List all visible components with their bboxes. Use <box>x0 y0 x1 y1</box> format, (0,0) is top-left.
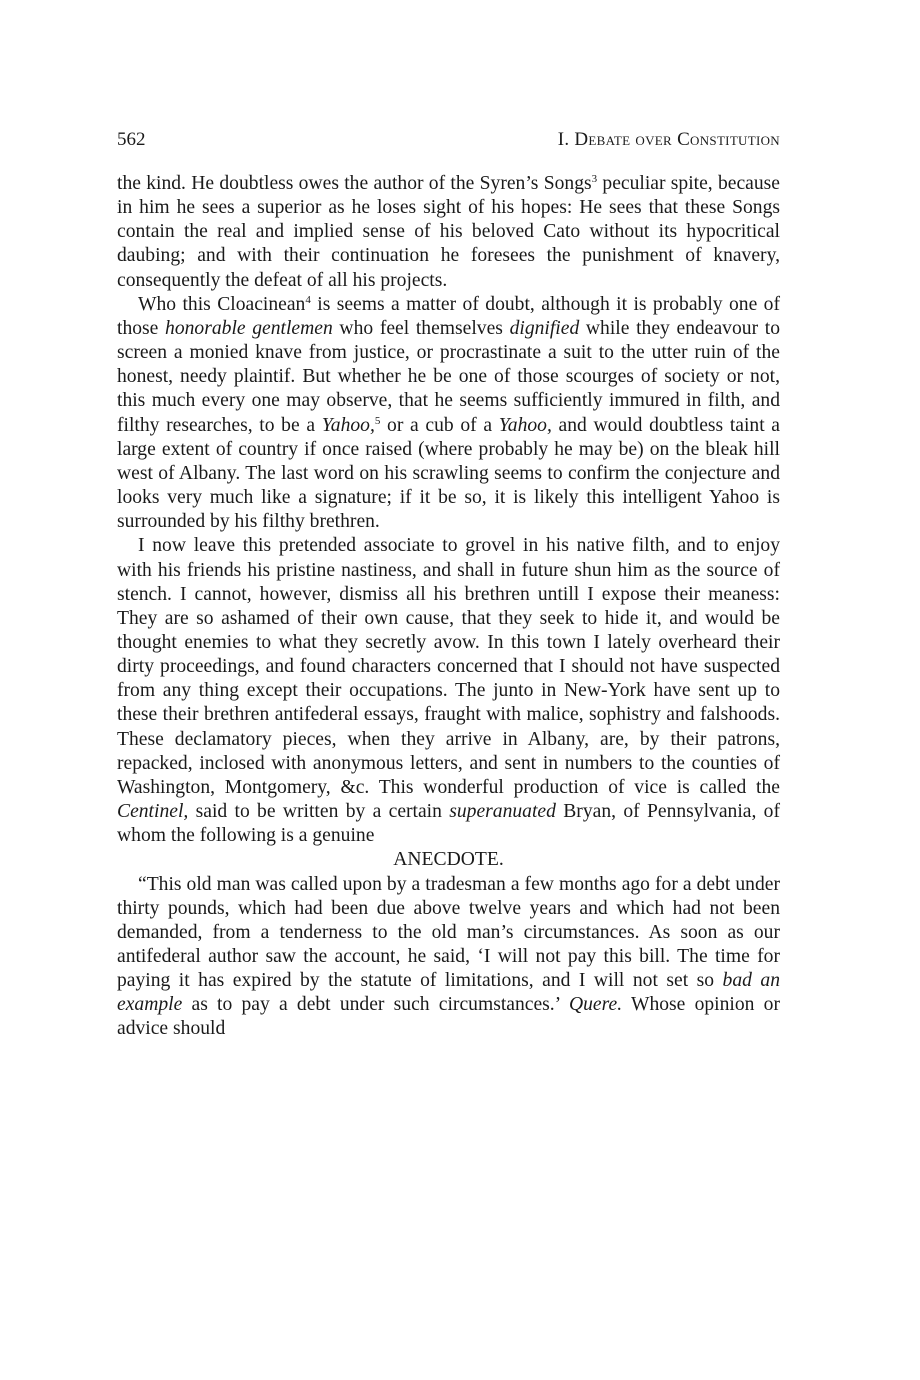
paragraph <box>117 293 780 535</box>
italic-text: superanuated <box>449 801 556 823</box>
section-heading <box>117 848 780 872</box>
text-run: who feel themselves <box>332 317 510 339</box>
italic-text: Yahoo, <box>321 414 375 436</box>
text-run: peculiar spite, because in him he sees a superior as he loses sight of his hopes: He sees that these Songs contain the real and implied sense of his beloved Cato without its hypocritical daubing; and with their continuation he foresees the punishment of knavery, consequently the defeat of all his projects. <box>117 173 780 291</box>
text-run: Bryan, of Pennsylvania, of whom the following is a genuine <box>117 801 781 847</box>
text-run: “This old man was called upon by a tradesman a few months ago for a debt under thirty pounds, which had been due above twelve years and which had not been demanded, from a tenderness to the old man’s circumstances. As soon as our antifederal author saw the account, he said, ‘I will not pay this bill. The time for paying it has expired by the statute of limitations, and I will not set so <box>117 873 780 992</box>
paragraph <box>117 172 780 293</box>
footnote-marker: 4 <box>305 293 311 306</box>
text-run: and would doubtless taint a large extent of country if once raised (where probably he may be) on the bleak hill west of Albany. The last word on his scrawling seems to confirm the conjecture and looks very much like a signature; if it be so, it is likely this intelligent Yahoo is surrounded by his filthy brethren. <box>117 414 781 533</box>
body-text <box>117 172 780 1042</box>
italic-text: honorable gentlemen <box>165 317 333 339</box>
running-header <box>117 120 780 160</box>
heading-text: ANECDOTE. <box>393 849 504 871</box>
text-run: Whose opinion or advice should <box>117 994 780 1040</box>
text-run: is seems a matter of doubt, although it is probably one of those <box>117 293 780 339</box>
text-run: as to pay a debt under such circumstances.’ <box>182 994 569 1016</box>
paragraph <box>117 873 780 1042</box>
italic-text: dignified <box>509 317 580 339</box>
italic-text: bad an example <box>117 970 780 1016</box>
text-run: while they endeavour to screen a monied knave from justice, or procrastinate a suit to the utter ruin of the honest, needy plaintif. But whether he be one of those scourges of society or not, this much every one may observe, that he seems sufficiently immured in filth, and filthy researches, to be a <box>117 317 780 436</box>
text-run: the kind. He doubtless owes the author of the Syren’s Songs <box>117 173 592 194</box>
document-page <box>117 120 780 1042</box>
text-run: Who this Cloacinean <box>138 293 306 315</box>
footnote-marker: 5 <box>374 414 381 427</box>
text-run: said to be written by a certain <box>188 801 450 823</box>
italic-text: Centinel, <box>117 801 189 823</box>
page-number: 562 <box>117 129 146 150</box>
italic-text: Quere. <box>568 994 623 1016</box>
text-run: I now leave this pretended associate to grovel in his native filth, and to enjoy with his friends his pristine nastiness, and shall in future shun him as the source of stench. I cannot, however, dismiss all his brethren untill I expose their meaness: They are so ashamed of their own cause, that they seek to hide it, and would be thought enemies to what they secretly avow. In this town I lately overheard their dirty proceedings, and found characters concerned that I should not have suspected from any thing except their occupations. The junto in New-York have sent up to these their brethren antifederal essays, fraught with malice, sophistry and falshoods. These declamatory pieces, when they arrive in Albany, are, by their patrons, repacked, inclosed with anonymous letters, and sent in numbers to the counties of Washington, Montgomery, &c. This wonderful production of vice is called the <box>117 535 780 798</box>
italic-text: Yahoo, <box>498 414 552 436</box>
paragraph <box>117 534 780 848</box>
footnote-marker: 3 <box>591 173 598 185</box>
text-run: or a cub of a <box>380 414 499 436</box>
running-title: I. Debate over Constitution <box>557 129 780 150</box>
